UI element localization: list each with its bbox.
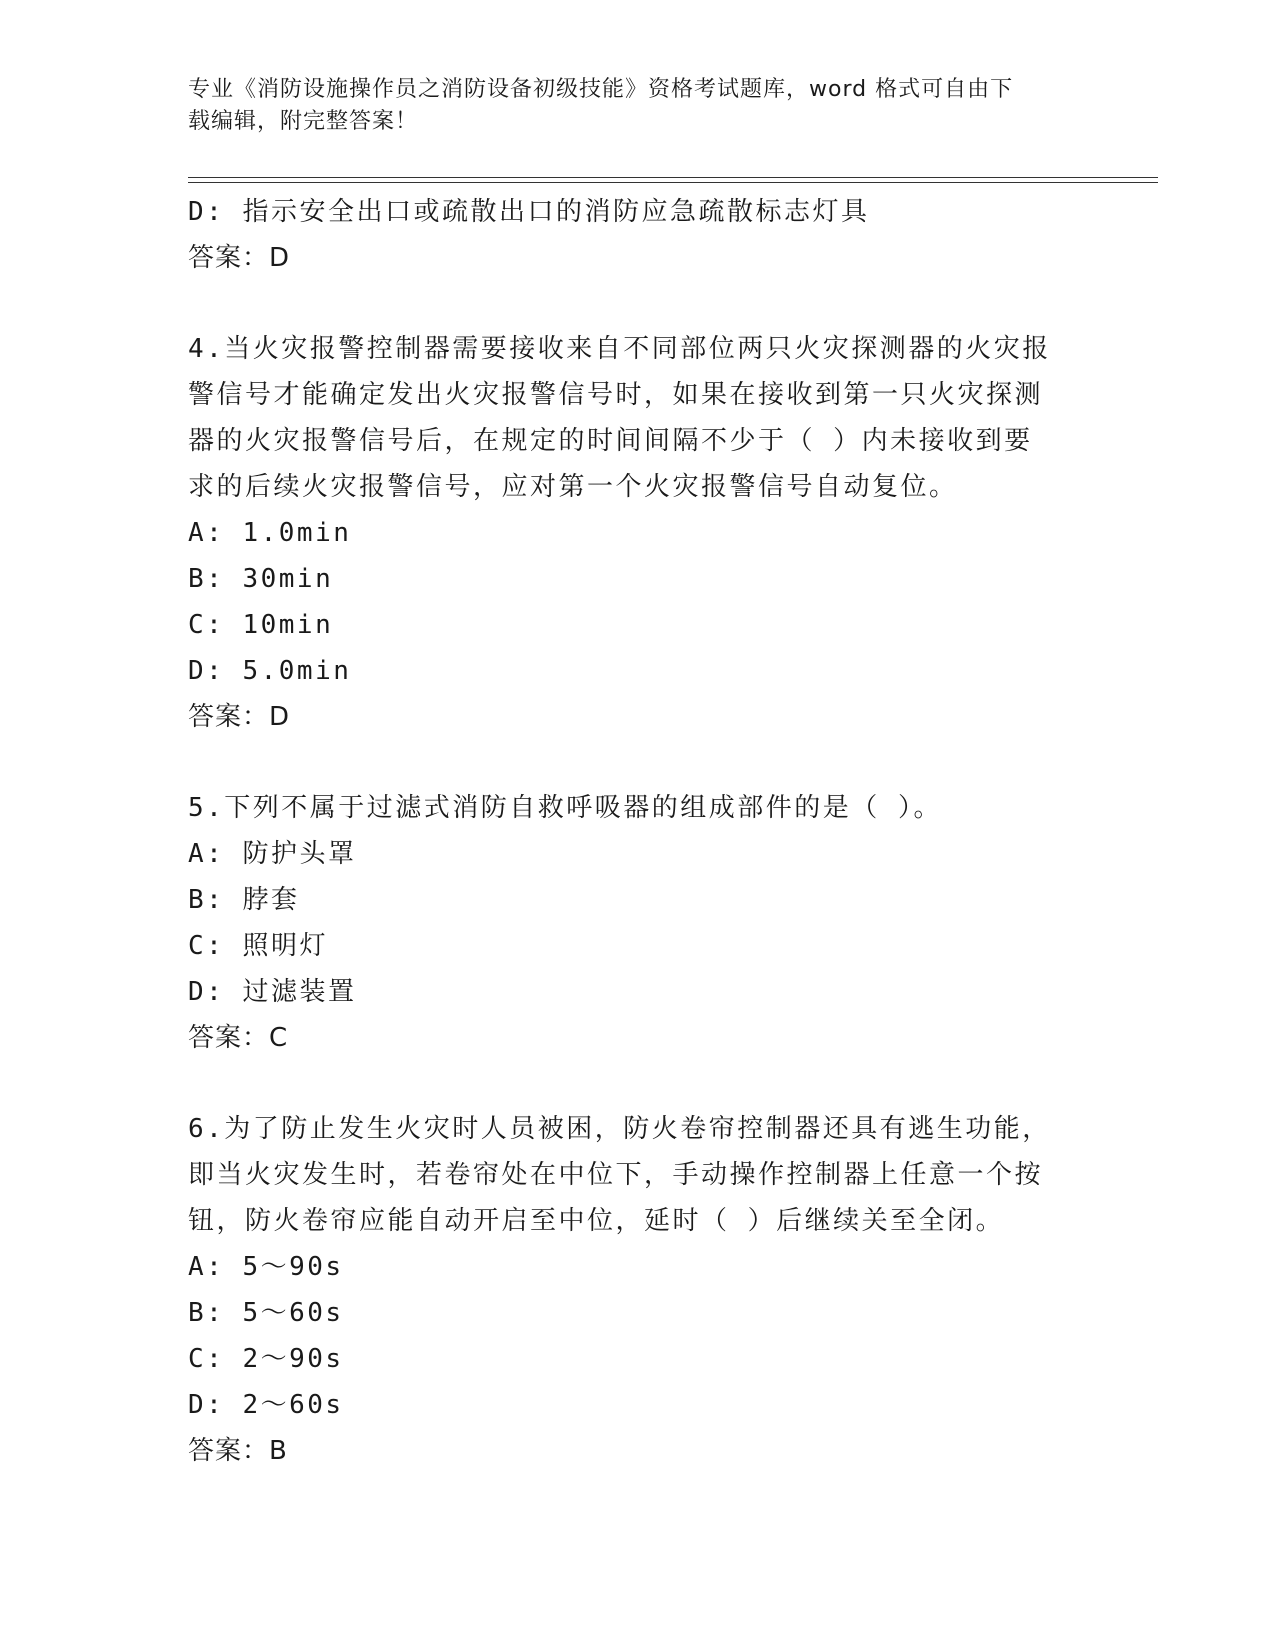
question-stem-line: 4.当火灾报警控制器需要接收来自不同部位两只火灾探测器的火灾报 (188, 334, 1051, 364)
option-d: D: 5.0min (188, 656, 352, 686)
option-c: C: 2～90s (188, 1344, 344, 1374)
question-content (188, 189, 1068, 1474)
question-stem-line: 5.下列不属于过滤式消防自救呼吸器的组成部件的是（ ）。 (188, 793, 942, 823)
option-b: B: 30min (188, 564, 334, 594)
prev-answer: 答案：D (188, 243, 291, 273)
answer: 答案：C (188, 1023, 289, 1053)
option-a: A: 防护头罩 (188, 839, 357, 869)
question-stem-line: 即当火灾发生时，若卷帘处在中位下，手动操作控制器上任意一个按 (188, 1160, 1044, 1190)
option-d: D: 过滤装置 (188, 977, 357, 1007)
question-6 (188, 1106, 1068, 1474)
header-rule-top (188, 177, 1158, 178)
document-header (188, 74, 1088, 138)
spacer (188, 281, 1068, 326)
question-stem-line: 钮，防火卷帘应能自动开启至中位，延时（ ）后继续关至全闭。 (188, 1206, 1005, 1236)
spacer (188, 740, 1068, 785)
document-page (188, 0, 1158, 1650)
header-rule-bottom (188, 182, 1158, 183)
answer: 答案：B (188, 1436, 288, 1466)
question-stem-line: 警信号才能确定发出火灾报警信号时，如果在接收到第一只火灾探测 (188, 380, 1044, 410)
option-b: B: 5～60s (188, 1298, 344, 1328)
question-5 (188, 785, 1068, 1061)
prev-option-d: D: 指示安全出口或疏散出口的消防应急疏散标志灯具 (188, 197, 870, 227)
option-c: C: 10min (188, 610, 334, 640)
question-stem-line: 求的后续火灾报警信号，应对第一个火灾报警信号自动复位。 (188, 472, 958, 502)
option-d: D: 2～60s (188, 1390, 344, 1420)
question-4 (188, 326, 1068, 740)
question-stem-line: 器的火灾报警信号后，在规定的时间间隔不少于（ ）内未接收到要 (188, 426, 1033, 456)
header-line-2: 载编辑，附完整答案！ (188, 109, 419, 134)
option-a: A: 1.0min (188, 518, 352, 548)
option-c: C: 照明灯 (188, 931, 328, 961)
option-a: A: 5～90s (188, 1252, 344, 1282)
spacer (188, 1061, 1068, 1106)
answer: 答案：D (188, 702, 291, 732)
header-line-1: 专业《消防设施操作员之消防设备初级技能》资格考试题库，word 格式可自由下 (188, 77, 1014, 102)
option-b: B: 脖套 (188, 885, 300, 915)
question-stem-line: 6.为了防止发生火灾时人员被困，防火卷帘控制器还具有逃生功能， (188, 1114, 1051, 1144)
